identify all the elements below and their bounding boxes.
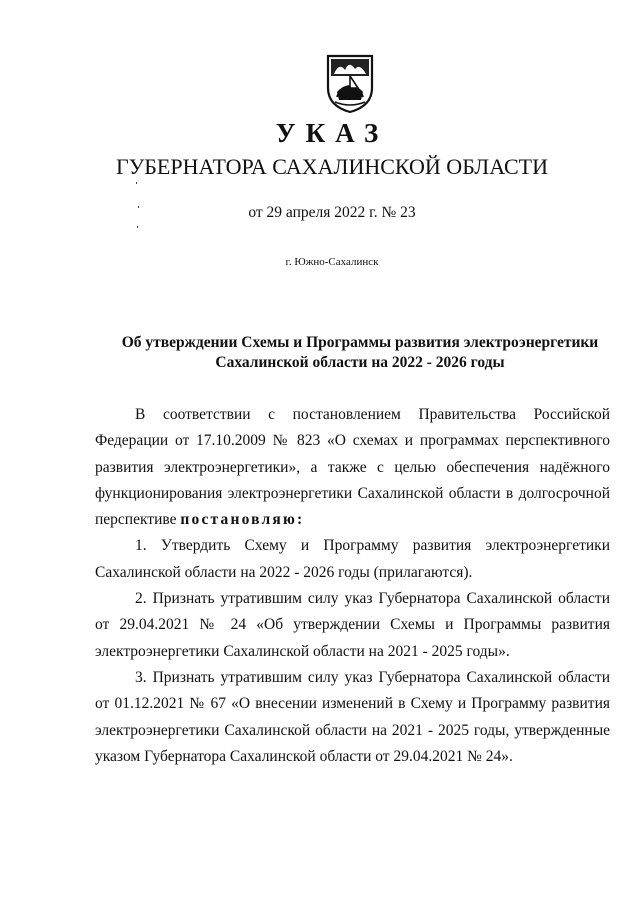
- issuer-heading: ГУБЕРНАТОРА САХАЛИНСКОЙ ОБЛАСТИ: [116, 154, 548, 179]
- scan-speck: [137, 226, 138, 228]
- document-place: г. Южно-Сахалинск: [285, 256, 379, 268]
- document-body: [95, 402, 610, 770]
- document-title: [100, 333, 620, 373]
- clause-3: 3. Признать утратившим силу указ Губернатора Сахалинской области от 01.12.2021 № 67 «О внесении изменений в Схему и Программу развития электроэнергетики Сахалинской области на 2021 - 2025 годы, утвержденные указом Губернатора Сахалинской области от 29.04.2021 № 24».: [95, 668, 610, 765]
- decree-word: постановляю:: [180, 511, 305, 529]
- scan-speck: [136, 182, 137, 184]
- scan-speck: [138, 206, 139, 208]
- preamble-paragraph: [95, 402, 610, 533]
- sakhalin-coat-of-arms-icon: [325, 52, 375, 114]
- document-title-line-2: Сахалинской области на 2022 - 2026 годы: [215, 354, 505, 371]
- document-type-heading: УКАЗ: [275, 118, 389, 148]
- document-date-number: от 29 апреля 2022 г. № 23: [248, 204, 416, 221]
- document-title-line-1: Об утверждении Схемы и Программы развития электроэнергетики: [121, 334, 599, 351]
- preamble-text: В соответствии с постановлением Правительства Российской Федерации от 17.10.2009 № 823 «О схемах и программах перспективного развития электроэнергетики», а также с целью обеспечения надёжного функционирования электроэнергетики Сахалинской области в долгосрочной перспективе: [95, 406, 610, 529]
- clause-2: 2. Признать утратившим силу указ Губернатора Сахалинской области от 29.04.2021 № 24 «Об утверждении Схемы и Программы развития электроэнергетики Сахалинской области на 2021 - 2025 годы».: [95, 590, 610, 660]
- clause-1: 1. Утвердить Схему и Программу развития электроэнергетики Сахалинской области на 2022 - 2026 годы (прилагаются).: [95, 537, 610, 581]
